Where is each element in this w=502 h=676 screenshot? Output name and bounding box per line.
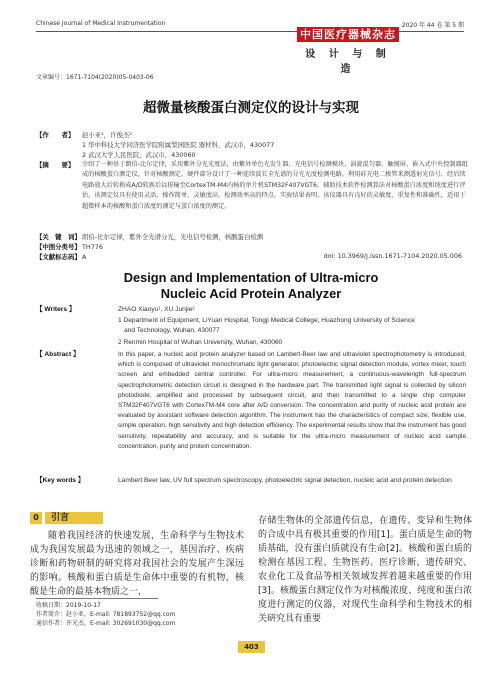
article-number: 文章编号：1671-7104(2020)05-0403-06 — [36, 74, 154, 81]
keywords-cn-label: 【关 键 词】 — [36, 233, 81, 241]
page-number: 403 — [238, 641, 265, 653]
affiliation-en-2: 2 Renmin Hospital of Wuhan University, Wuhan, 430060 — [118, 339, 283, 346]
section-number: 0 — [30, 512, 42, 524]
abstract-en-label: 【 Abstract 】 — [36, 351, 80, 358]
title-english-line-2: Nucleic Acid Protein Analyzer — [160, 286, 342, 301]
issue-info: 2020 年 44 卷 第 5 期 — [401, 22, 464, 29]
body-left-column: 随着我国经济的快速发展，生命科学与生物技术成为我国发展最为迅速的领域之一，基因治疗、疾病诊断和药物研制的研究将对我国社会的发展产生深远的影响。核酸和蛋白质是生命体中重要的有机物，核酸是生命的最基本物质之一， — [30, 531, 244, 597]
footnote-rule — [36, 598, 158, 599]
affiliation-cn-2: 2 武汉大学人民医院，武汉市，430060 — [82, 151, 196, 159]
clc-label: 【中图分类号】 — [36, 243, 81, 251]
footnote-received: 收稿日期：2019-10-17 — [36, 602, 101, 609]
keywords-en: Lambert Beer law, UV full spectrum spectroscopy, photoelectric signal detection, nucleic acid and protein detection — [118, 477, 452, 484]
footnote-author: 作者简介：赵小亚，E-mail: 781893752@qq.com — [36, 611, 176, 618]
abstract-en-row — [36, 350, 466, 452]
column-name: 设 计 与 制 造 — [305, 49, 391, 75]
journal-name: Chinese Journal of Medical Instrumentation — [36, 20, 166, 27]
header-rule — [36, 31, 464, 32]
doc-code-label: 【文献标志码】 — [36, 253, 81, 261]
abstract-cn-label: 【摘 要】 — [36, 161, 75, 169]
affiliation-en-row-1b — [36, 326, 466, 336]
affiliation-row-2 — [36, 150, 470, 160]
affiliation-en-1b: and Technology, Wuhan, 430077 — [124, 327, 220, 334]
abstract-cn: 介绍了一种基于朗伯-比尔定律，采用紫外分光光度法，由紫外单色光发生器、光电信号检测模块、涡旋混匀器、触摸屏、嵌入式中央控制器组成的核酸蛋白测定仪。针对核酸测定，硬件部分设计了一种连续波长全光谱的分光光度检测电路，利用硅光电二极管来测透射光信号，经后续电路放大后转换成A/D转换后以传输至CortexTM-M4内核的单片机STM32F407VGT6，辅助技术软件检测算法对核酸蛋白浓度和纯度进行评估，该测定仪具有使用灵活、操作简单、灵敏度高、检测效率高的特点。实验结果表明，该仪器具有良好的灵敏度、重复性和准确性，适用于超微样本的核酸和蛋白浓度的测定与蛋白浓度的测定。 — [82, 161, 468, 210]
writers-label: 【 Writers 】 — [36, 306, 76, 313]
authors-label: 【作 者】 — [36, 131, 75, 139]
clc-value: TH776 — [82, 243, 103, 251]
authors-cn: 赵小亚¹，许俊杰² — [82, 131, 132, 139]
doi: doi: 10.3969/j.issn.1671-7104.2020.05.006 — [323, 252, 462, 260]
affiliation-row-1 — [36, 140, 470, 150]
title-english-line-1: Design and Implementation of Ultra-micro — [123, 270, 379, 285]
affiliation-en-row-1 — [36, 316, 466, 326]
affiliation-cn-1: 1 华中科技大学同济医学院附属梨园医院 器材科，武汉市，430077 — [82, 141, 275, 149]
authors-row — [36, 130, 470, 140]
keywords-en-row — [36, 476, 466, 486]
abstract-cn-row — [36, 160, 470, 212]
writers-en: ZHAO Xiaoyu¹, XU Junjie² — [118, 306, 195, 313]
affiliation-en-row-2 — [36, 338, 466, 348]
title-chinese: 超微量核酸蛋白测定仪的设计与实现 — [143, 100, 359, 116]
section-heading — [30, 512, 103, 524]
doc-code-value: A — [82, 253, 87, 261]
footnote-corresponding: 通信作者：许光杰，E-mail: 302691030@qq.com — [36, 620, 176, 627]
keywords-cn-row — [36, 232, 470, 242]
keywords-en-label: 【Key words 】 — [36, 477, 85, 484]
writers-row — [36, 305, 466, 315]
keywords-cn: 朗伯-比尔定律，紫外全光谱分光，光电信号检测，核酸蛋白检测 — [82, 233, 264, 241]
body-right-column: 存储生物体的全部遗传信息，在遗传、变异和生物体的合成中具有极其重要的作用[1]。蛋白质是生命的物质基础，没有蛋白质就没有生命[2]。核酸和蛋白质的检测在基因工程、生物医药、医疗诊断、遗传研究、农业化工及食品等相关领域发挥着越来越重要的作用[3]。核酸蛋白测定仪作为对核酸浓度、纯度和蛋白浓度进行测定的仪器，对现代生命科学和生物技术的相关研究具有重要 — [258, 516, 472, 624]
clc-row — [36, 242, 470, 252]
section-title: 引言 — [45, 512, 103, 524]
journal-logo: 中国医疗器械杂志 — [297, 27, 399, 42]
abstract-en: In this paper, a nucleic acid protein analyzer based on Lambert-Beer law and ultraviolet spectrophotometry is introduced, which is composed of ultraviolet monochromatic light generator, photoelectric signal detection module, vortex mixer, touch screen and embedded central controller. For ultra-micro measurement, a continuous-wavelength full-spectrum spectrophotometric detection circuit is designed in the hardware part. The transmitted light signal is collected by silicon photodiode, amplified and processed by subsequent circuit, and then transmitted to a single chip computer STM32F407VGT6 with CortexTM-M4 core after A/D conversion. The concentration and purity of nucleic acid protein are evaluated by assistant software detection algorithm. The instrument has the characteristics of compact size, flexible use, simple operation, high sensitivity and high detection efficiency. The experimental results show that the instrument has good sensitivity, repeatability and accuracy, and is suitable for the ultra-micro measurement of nucleic acid sample concentration, purity and protein concentration. — [118, 351, 466, 450]
affiliation-en-1a: 1 Department of Equipment, LiYuan Hospital, Tongji Medical College, Huazhong University of Science — [118, 317, 415, 324]
